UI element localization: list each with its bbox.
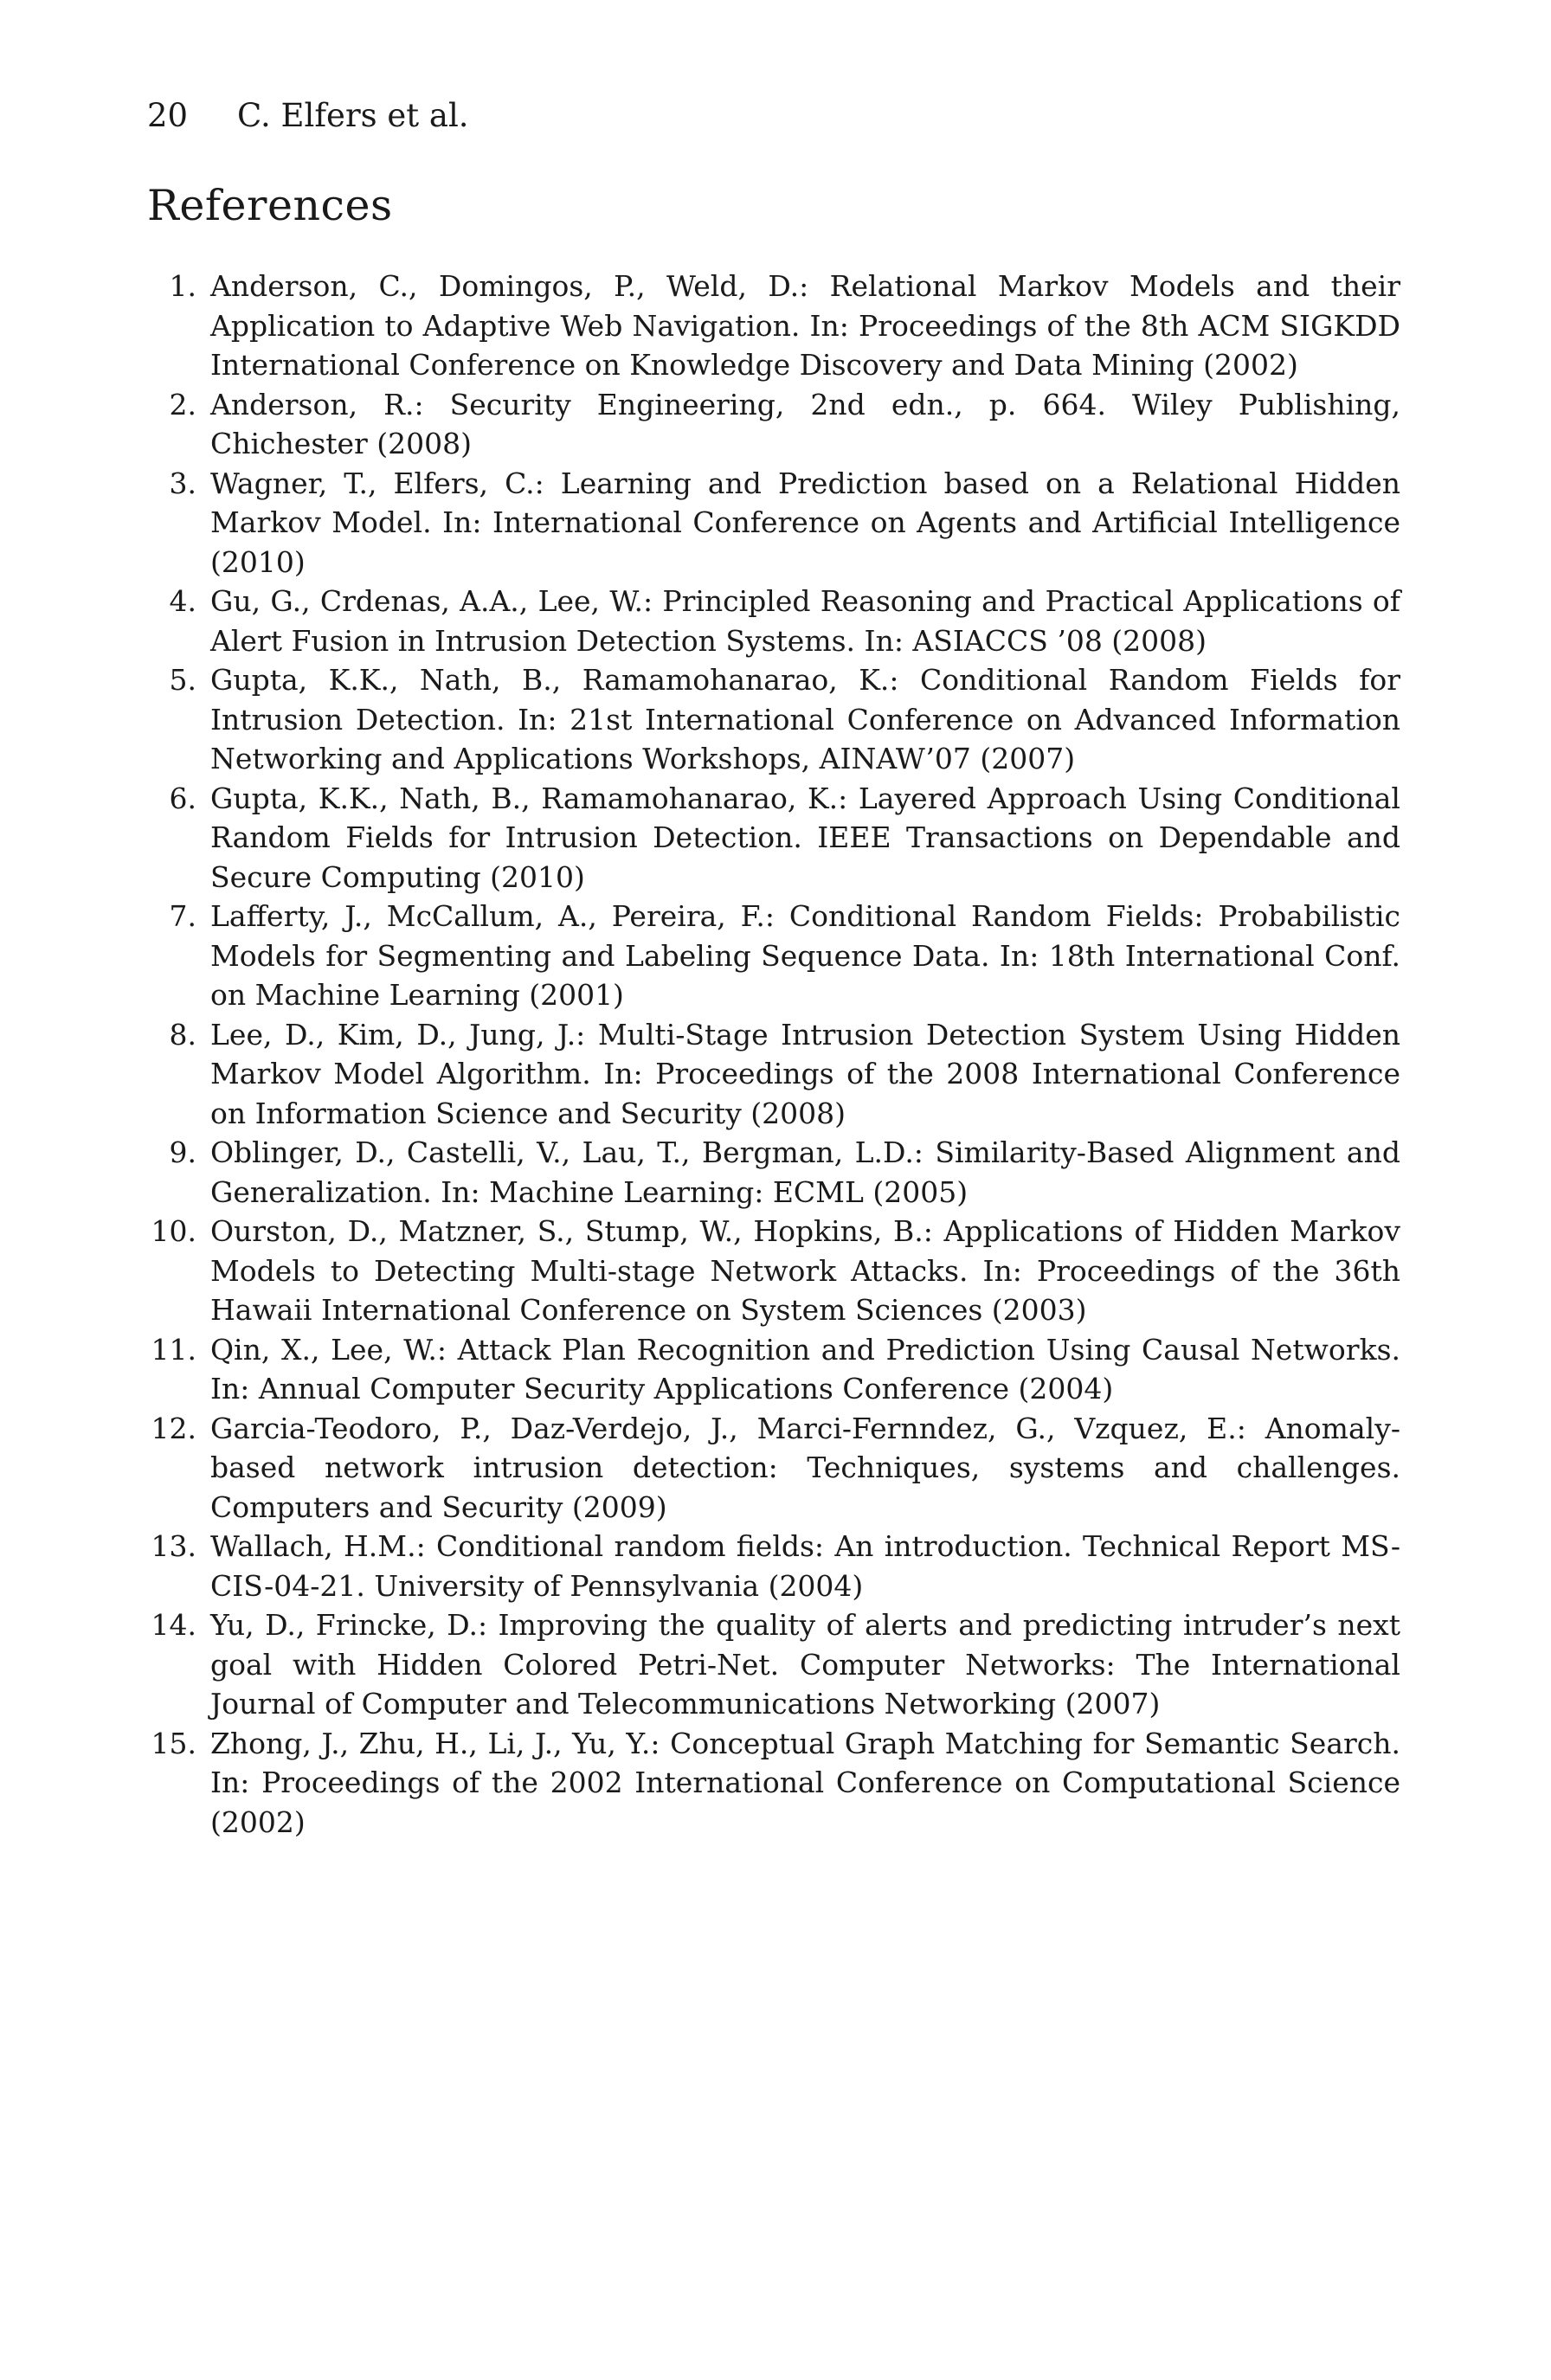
reference-item [147,267,1400,385]
reference-text: Anderson, C., Domingos, P., Weld, D.: Relational Markov Models and their Application to Adaptive Web Navigation. In: Proceedings of the 8th ACM SIGKDD International Conference on Knowledge Discovery and Data Mining (2002) [210,269,1400,382]
reference-list [147,267,1400,1842]
reference-text: Lee, D., Kim, D., Jung, J.: Multi-Stage Intrusion Detection System Using Hidden Markov Model Algorithm. In: Proceedings of the 2008 International Conference on Information Science and Security (2008) [210,1017,1400,1130]
reference-text: Ourston, D., Matzner, S., Stump, W., Hopkins, B.: Applications of Hidden Markov Models to Detecting Multi-stage Network Attacks. In: Proceedings of the 36th Hawaii International Conference on System Sciences (2003) [210,1214,1400,1327]
reference-number: 14. [151,1608,196,1642]
reference-item [147,1133,1400,1212]
reference-text: Oblinger, D., Castelli, V., Lau, T., Bergman, L.D.: Similarity-Based Alignment and Generalization. In: Machine Learning: ECML (2005) [210,1135,1400,1209]
section-title: References [147,181,393,230]
reference-item [147,1724,1400,1843]
reference-number: 7. [169,899,196,933]
page-number: 20 [147,97,189,134]
reference-number: 9. [169,1135,196,1169]
reference-item [147,897,1400,1015]
reference-item [147,1015,1400,1134]
reference-text: Gupta, K.K., Nath, B., Ramamohanarao, K.: Conditional Random Fields for Intrusion Detection. In: 21st International Conference on Advanced Information Networking and Applications Workshops, AINAW’07 (2007) [210,663,1400,775]
reference-text: Yu, D., Frincke, D.: Improving the quality of alerts and predicting intruder’s next goal with Hidden Colored Petri-Net. Computer Networks: The International Journal of Computer and Telecommunications Networking (2007) [210,1608,1400,1721]
reference-item [147,660,1400,779]
reference-number: 15. [151,1726,196,1760]
reference-item [147,1212,1400,1330]
reference-text: Lafferty, J., McCallum, A., Pereira, F.: Conditional Random Fields: Probabilistic Models for Segmenting and Labeling Sequence Data. In: 18th International Conf. on Machine Learning (2001) [210,899,1400,1012]
reference-item [147,385,1400,464]
reference-number: 5. [169,663,196,697]
reference-number: 6. [169,781,196,815]
reference-text: Zhong, J., Zhu, H., Li, J., Yu, Y.: Conceptual Graph Matching for Semantic Search. In: Proceedings of the 2002 International Conference on Computational Science (2002) [210,1726,1400,1839]
reference-item [147,1605,1400,1724]
reference-text: Gu, G., Crdenas, A.A., Lee, W.: Principled Reasoning and Practical Applications of Alert Fusion in Intrusion Detection Systems. In: ASIACCS ’08 (2008) [210,584,1400,658]
reference-number: 2. [169,387,196,421]
reference-item [147,779,1400,897]
reference-number: 10. [151,1214,196,1248]
reference-number: 12. [151,1411,196,1445]
reference-item [147,1330,1400,1409]
reference-number: 4. [169,584,196,618]
reference-number: 13. [151,1529,196,1563]
reference-number: 3. [169,466,196,500]
reference-number: 1. [169,269,196,303]
reference-number: 11. [151,1332,196,1367]
reference-text: Wagner, T., Elfers, C.: Learning and Prediction based on a Relational Hidden Markov Model. In: International Conference on Agents and Artificial Intelligence (2010) [210,466,1400,579]
reference-item [147,464,1400,582]
reference-text: Wallach, H.M.: Conditional random fields: An introduction. Technical Report MS-CIS-04-21. University of Pennsylvania (2004) [210,1529,1400,1603]
reference-number: 8. [169,1017,196,1052]
reference-item [147,1409,1400,1528]
reference-text: Gupta, K.K., Nath, B., Ramamohanarao, K.: Layered Approach Using Conditional Random Fields for Intrusion Detection. IEEE Transactions on Dependable and Secure Computing (2010) [210,781,1400,894]
reference-item [147,1527,1400,1605]
reference-text: Anderson, R.: Security Engineering, 2nd edn., p. 664. Wiley Publishing, Chichester (2008) [210,387,1400,460]
reference-text: Qin, X., Lee, W.: Attack Plan Recognition and Prediction Using Causal Networks. In: Annual Computer Security Applications Conference (2004) [210,1332,1400,1405]
running-head [147,97,469,135]
reference-text: Garcia-Teodoro, P., Daz-Verdejo, J., Marci-Fernndez, G., Vzquez, E.: Anomaly-based network intrusion detection: Techniques, systems and challenges. Computers and Security (2009) [210,1411,1400,1524]
reference-item [147,582,1400,660]
running-title: C. Elfers et al. [237,97,469,134]
